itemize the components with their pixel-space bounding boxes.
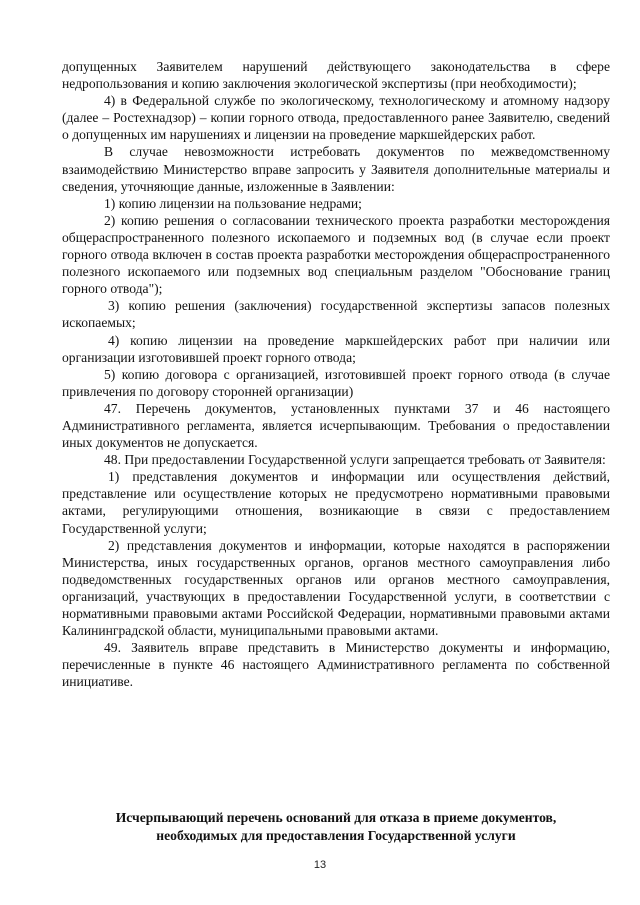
list-item-1: 1) копию лицензии на пользование недрами; [104,195,362,211]
page-number: 13 [313,859,327,871]
section-heading [62,809,610,845]
paragraph-48: 48. При предоставлении Государственной услуги запрещается требовать от Заявителя: [104,452,606,468]
section-heading-line-2: необходимых для предоставления Государственной услуги [156,828,516,843]
list-item-2: 2) копию решения о согласовании технического проекта разработки месторождения общераспространенного полезного ископаемого и подземных вод (в случае если проект горного отвода включен в состав проекта разработки месторождения общераспространенного полезного ископаемого или подземных вод специальным разделом "Обоснование границ горного отвода"); [62,212,610,297]
list-item-3: 3) копию решения (заключения) государственной экспертизы запасов полезных ископаемых; [62,298,610,331]
list-item-5: 5) копию договора с организацией, изготовившей проект горного отвода (в случае привлечения по договору сторонней организации) [62,366,610,399]
paragraph-item-4-rostekhnadzor: 4) в Федеральной службе по экологическому, технологическому и атомному надзору (далее – Ростехнадзор) – копии горного отвода, предоставленного ранее Заявителю, сведений о допущенных им нарушениях и лицензии на проведение маркшейдерских работ. [62,93,610,143]
paragraph-48-item-2: 2) представления документов и информации, которые находятся в распоряжении Министерства, иных государственных органов, органов местного самоуправления либо подведомственных государственных органов или органов местного самоуправления, организаций, участвующих в предоставлении Государственной услуги, в соответствии с нормативными правовыми актами Российской Федерации, нормативными правовыми актами Калининградской области, муниципальными правовыми актами. [62,537,610,639]
paragraph-48-item-1: 1) представления документов и информации или осуществления действий, представление или осуществление которых не предусмотрено нормативными правовыми актами, регулирующими отношения, возникающие в связи с предоставлением Государственной услуги; [62,469,610,536]
section-heading-line-1: Исчерпывающий перечень оснований для отказа в приеме документов, [115,810,557,825]
list-item-4: 4) копию лицензии на проведение маркшейдерских работ при наличии или организации изготовившей проект горного отвода; [62,332,610,365]
document-body [62,58,610,690]
paragraph-continuation: допущенных Заявителем нарушений действующего законодательства в сфере недропользования и копию заключения экологической экспертизы (при необходимости); [62,59,610,92]
paragraph-additional-materials: В случае невозможности истребовать документов по межведомственному взаимодействию Министерство вправе запросить у Заявителя дополнительные материалы и сведения, уточняющие данные, изложенные в Заявлении: [62,144,610,194]
paragraph-47: 47. Перечень документов, установленных пунктами 37 и 46 настоящего Административного регламента, является исчерпывающим. Требования о предоставлении иных документов не допускается. [62,400,610,451]
paragraph-49: 49. Заявитель вправе представить в Министерство документы и информацию, перечисленные в пункте 46 настоящего Административного регламента по собственной инициативе. [62,640,610,690]
